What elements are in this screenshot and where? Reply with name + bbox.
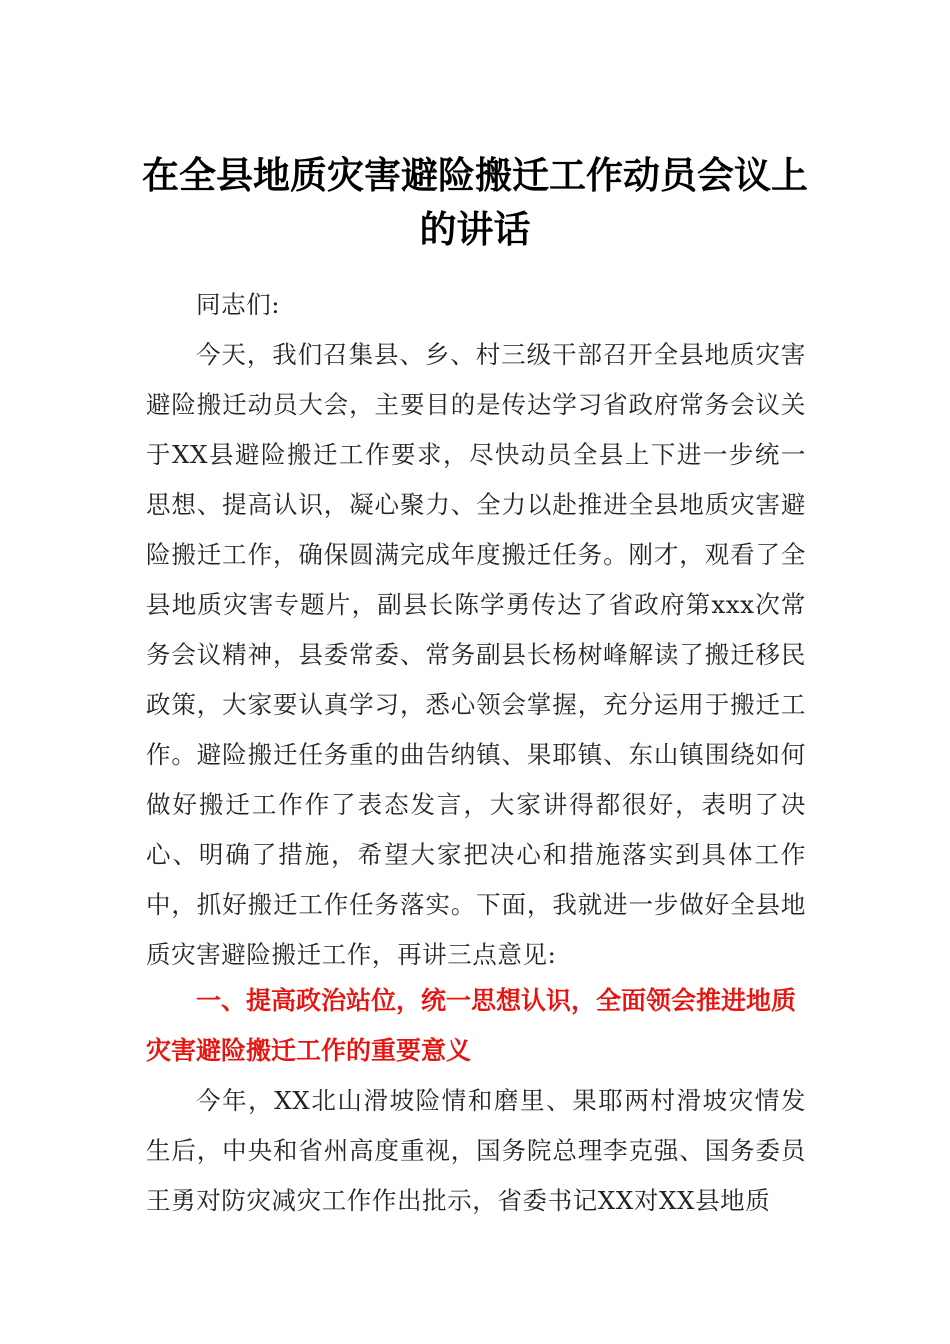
document-title: 在全县地质灾害避险搬迁工作动员会议上的讲话 [142,153,808,251]
section-heading: 一、提高政治站位，统一思想认识，全面领会推进地质灾害避险搬迁工作的重要意义 [146,986,797,1065]
body-paragraph: 今年，XX北山滑坡险情和磨里、果耶两村滑坡灾情发生后，中央和省州高度重视，国务院总理李克强、国务委员王勇对防灾减灾工作作出批示，省委书记XX对XX县地质 [146,1086,806,1215]
salutation: 同志们: [196,290,281,319]
body-paragraph: 今天，我们召集县、乡、村三级干部召开全县地质灾害避险搬迁动员大会，主要目的是传达学习省政府常务会议关于XX县避险搬迁工作要求，尽快动员全县上下进一步统一思想、提高认识，凝心聚力、全力以赴推进全县地质灾害避险搬迁工作，确保圆满完成年度搬迁任务。刚才，观看了全县地质灾害专题片，副县长陈学勇传达了省政府第xxx次常务会议精神，县委常委、常务副县长杨树峰解读了搬迁移民政策，大家要认真学习，悉心领会掌握，充分运用于搬迁工作。避险搬迁任务重的曲告纳镇、果耶镇、东山镇围绕如何做好搬迁工作作了表态发言，大家讲得都很好，表明了决心、明确了措施，希望大家把决心和措施落实到具体工作中，抓好搬迁工作任务落实。下面，我就进一步做好全县地质灾害避险搬迁工作，再讲三点意见: [146,340,806,969]
